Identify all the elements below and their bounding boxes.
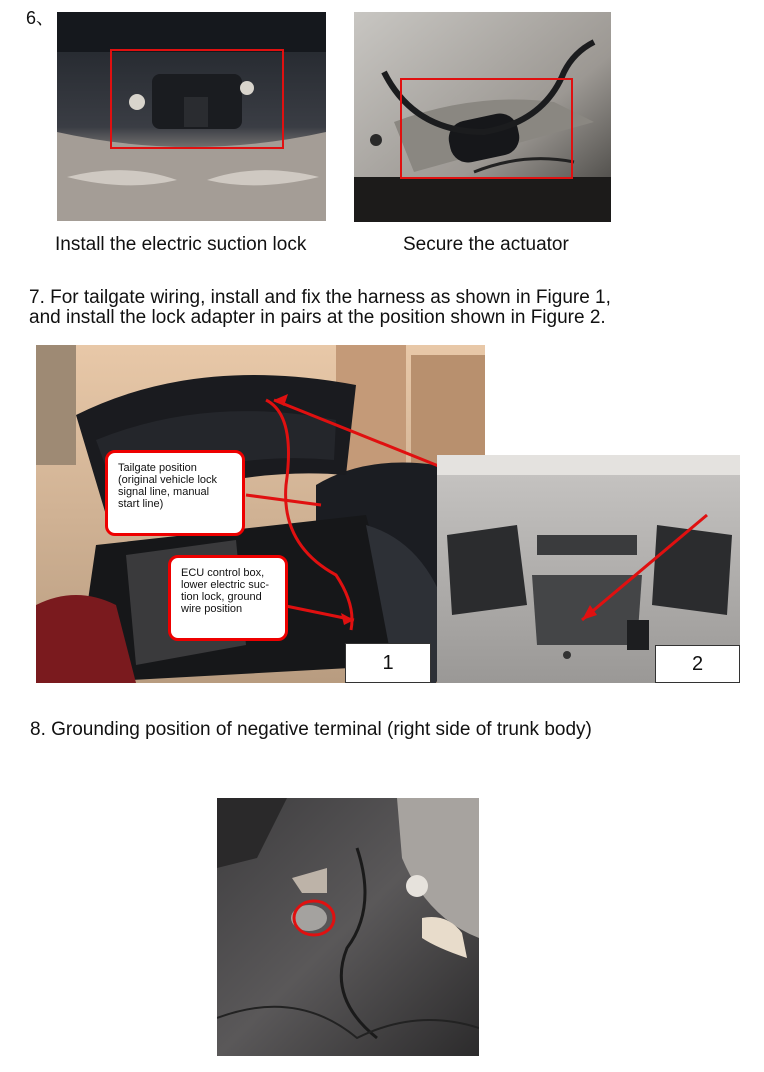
callout-ecu-text: ECU control box, lower electric suc- tion lock, ground wire position <box>181 567 270 615</box>
callout-tailgate-position <box>105 450 245 536</box>
figure2-number: 2 <box>655 645 740 683</box>
ground-terminal-photo <box>217 798 479 1056</box>
step8-title: 8. Grounding position of negative terminal (right side of trunk body) <box>30 719 592 740</box>
callout-tailgate-text: Tailgate position (original vehicle lock signal line, manual start line) <box>118 462 218 510</box>
suction-lock-photo <box>57 12 326 221</box>
step7-line1: 7. For tailgate wiring, install and fix the harness as shown in Figure 1, <box>29 287 611 308</box>
callout-ecu-position <box>168 555 288 641</box>
step7-line2: and install the lock adapter in pairs at the position shown in Figure 2. <box>29 307 606 328</box>
caption-suction-lock: Install the electric suction lock <box>55 234 307 255</box>
actuator-photo <box>354 12 611 222</box>
step6-number: 6、 <box>26 8 55 28</box>
figure1-number: 1 <box>345 643 431 683</box>
caption-actuator: Secure the actuator <box>403 234 569 255</box>
